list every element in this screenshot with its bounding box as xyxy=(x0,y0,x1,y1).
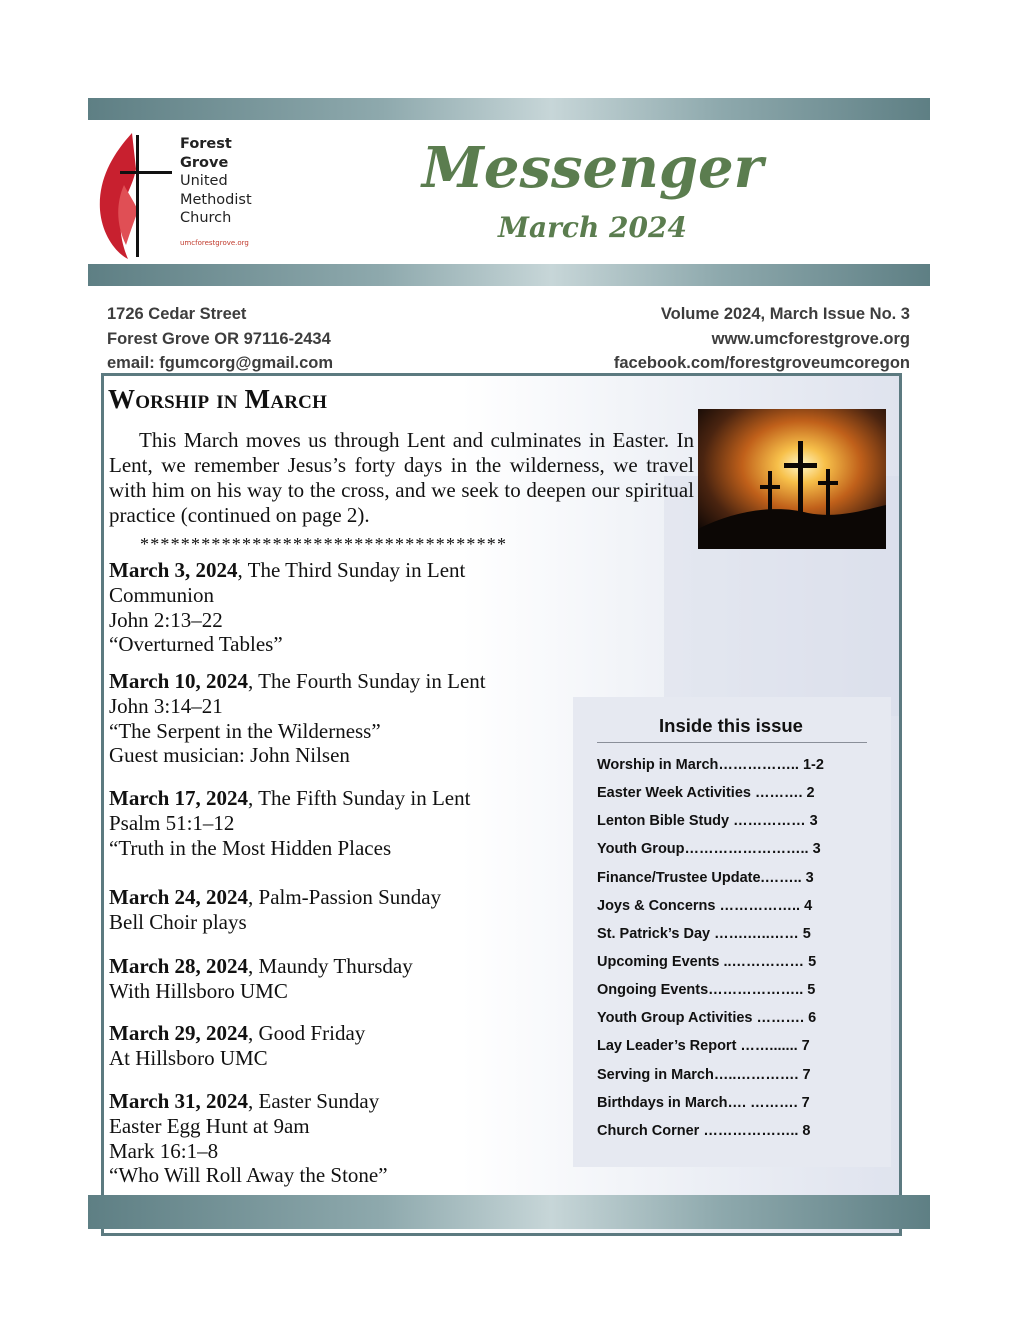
service-title: , The Fifth Sunday in Lent xyxy=(248,786,471,810)
logo-line-forest: Forest xyxy=(180,136,232,152)
toc-item[interactable]: St. Patrick’s Day …….…..…… 5 xyxy=(597,926,811,942)
toc-item[interactable]: Youth Group Activities ………. 6 xyxy=(597,1010,817,1026)
website-url: www.umcforestgrove.org xyxy=(711,329,910,348)
service-title: , The Third Sunday in Lent xyxy=(237,558,466,582)
service-line: John 2:13–22 xyxy=(109,607,223,632)
service-title: , The Fourth Sunday in Lent xyxy=(248,669,486,693)
toc-divider xyxy=(597,742,867,743)
footer-bar xyxy=(88,1195,930,1229)
service-march-10 xyxy=(109,669,486,768)
email-address: email: fgumcorg@gmail.com xyxy=(107,354,334,372)
volume-issue: Volume 2024, March Issue No. 3 xyxy=(660,305,910,323)
street-address: 1726 Cedar Street xyxy=(107,305,247,323)
service-date: March 24, 2024 xyxy=(109,885,249,909)
service-title: , Maundy Thursday xyxy=(248,954,413,978)
toc-item[interactable]: Joys & Concerns …………….. 4 xyxy=(597,898,813,914)
service-line: “The Serpent in the Wilderness” xyxy=(109,718,381,743)
service-march-17 xyxy=(109,786,470,860)
service-line: “Who Will Roll Away the Stone” xyxy=(109,1163,388,1188)
toc-item[interactable]: Easter Week Activities ………. 2 xyxy=(597,785,815,801)
service-line: “Overturned Tables” xyxy=(109,632,283,657)
toc-item[interactable]: Lay Leader’s Report ……....... 7 xyxy=(597,1038,810,1054)
toc-item[interactable]: Worship in March…………….. 1-2 xyxy=(597,757,824,773)
toc-item[interactable]: Upcoming Events ..…………… 5 xyxy=(597,954,817,970)
service-title: , Easter Sunday xyxy=(248,1089,380,1113)
toc-item[interactable]: Finance/Trustee Update.…….. 3 xyxy=(597,870,814,886)
separator-stars: ************************************ xyxy=(140,534,508,554)
issue-info xyxy=(614,302,910,376)
service-march-24 xyxy=(109,885,441,935)
service-line: With Hillsboro UMC xyxy=(109,978,288,1003)
service-line: John 3:14–21 xyxy=(109,693,223,718)
toc-item[interactable]: Ongoing Events……………….. 5 xyxy=(597,982,816,998)
service-date: March 17, 2024 xyxy=(109,786,249,810)
logo-url: umcforestgrove.org xyxy=(180,239,249,247)
newsletter-date: March 2024 xyxy=(498,211,687,244)
worship-intro-paragraph: This March moves us through Lent and culminates in Easter. In Lent, we remember Jesus’s forty days in the wilderness, we travel with him on his way to the cross, and we seek to deepen our spiritual practice (continued on page 2). xyxy=(109,428,694,527)
city-state-zip: Forest Grove OR 97116-2434 xyxy=(107,329,331,348)
service-date: March 28, 2024 xyxy=(109,954,249,978)
service-march-31 xyxy=(109,1089,388,1188)
service-march-29 xyxy=(109,1021,365,1071)
logo-line-church: Church xyxy=(180,210,232,226)
inside-this-issue-title: Inside this issue xyxy=(659,715,803,736)
service-line: Guest musician: John Nilsen xyxy=(109,743,350,768)
logo-line-methodist: Methodist xyxy=(180,191,252,208)
header-top-bar xyxy=(88,98,930,120)
newsletter-title: Messenger xyxy=(421,135,764,201)
service-line: Easter Egg Hunt at 9am xyxy=(109,1113,310,1138)
service-date: March 29, 2024 xyxy=(109,1021,249,1045)
service-date: March 10, 2024 xyxy=(109,669,249,693)
service-line: At Hillsboro UMC xyxy=(109,1045,268,1070)
worship-heading: Worship in March xyxy=(108,384,328,414)
service-title: , Palm-Passion Sunday xyxy=(248,885,442,909)
logo-line-united: United xyxy=(180,173,228,189)
service-date: March 31, 2024 xyxy=(109,1089,249,1113)
service-line: “Truth in the Most Hidden Places xyxy=(109,835,392,860)
logo-church-name xyxy=(180,135,252,228)
church-address xyxy=(107,302,333,376)
three-crosses-sunset-image xyxy=(698,409,886,549)
service-line: Bell Choir plays xyxy=(109,909,247,934)
service-line: Communion xyxy=(109,582,215,607)
header-bottom-bar xyxy=(88,264,930,286)
logo-line-grove: Grove xyxy=(180,154,229,171)
toc-item[interactable]: Lenton Bible Study …………… 3 xyxy=(597,813,818,829)
facebook-url: facebook.com/forestgroveumcoregon xyxy=(613,354,910,372)
toc-item[interactable]: Youth Group…………………….. 3 xyxy=(597,841,821,857)
service-march-3 xyxy=(109,558,465,657)
toc-item[interactable]: Church Corner ……………….. 8 xyxy=(597,1123,811,1139)
service-march-28 xyxy=(109,954,413,1004)
service-line: Psalm 51:1–12 xyxy=(109,810,235,835)
service-title: , Good Friday xyxy=(248,1021,366,1045)
service-line: Mark 16:1–8 xyxy=(109,1138,219,1163)
toc-item[interactable]: Serving in March…..…………. 7 xyxy=(597,1067,811,1083)
service-date: March 3, 2024 xyxy=(109,558,238,582)
toc-item[interactable]: Birthdays in March…. ………. 7 xyxy=(597,1095,810,1111)
